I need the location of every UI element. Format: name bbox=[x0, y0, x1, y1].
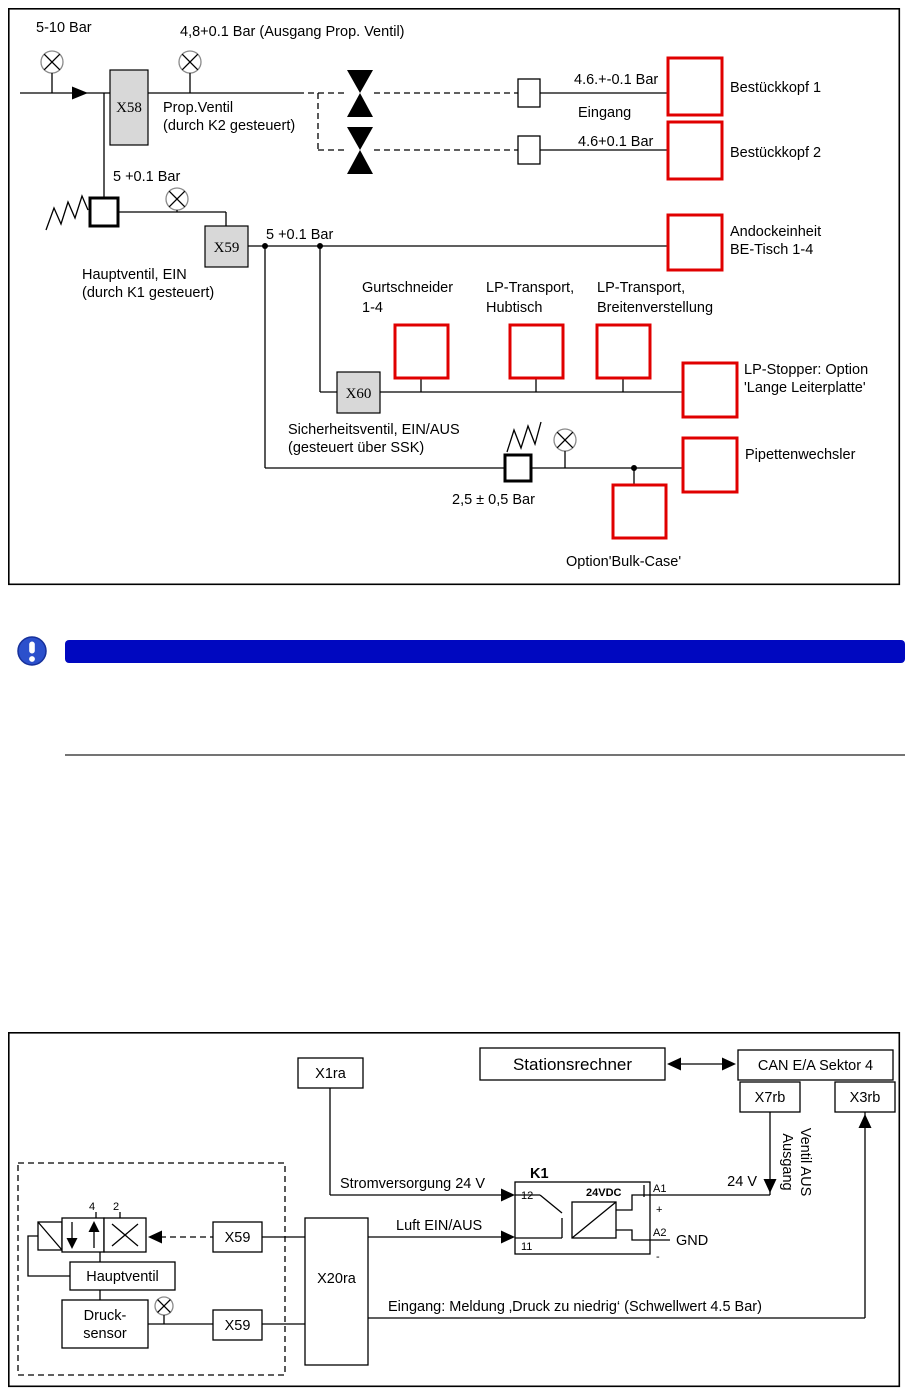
shutoff-valve-icon bbox=[347, 70, 373, 117]
valve-port4-label: 4 bbox=[89, 1201, 96, 1213]
pressure-gauge-icon bbox=[155, 1297, 173, 1324]
connector-x1ra-label: X1ra bbox=[315, 1066, 346, 1082]
bestueckkopf1-label: Bestückkopf 1 bbox=[730, 80, 822, 96]
junction-dot bbox=[262, 243, 268, 249]
valve-out-label-2: Ventil AUS bbox=[797, 1127, 813, 1197]
relay-voltage-label: 24VDC bbox=[586, 1187, 622, 1199]
arrow-right-icon bbox=[722, 1058, 736, 1071]
hauptventil-label: Hauptventil bbox=[86, 1269, 159, 1285]
valve-out-label-1: Ausgang bbox=[779, 1133, 795, 1191]
main-valve-label-2: (durch K1 gesteuert) bbox=[82, 285, 215, 301]
bulk-case-box bbox=[613, 485, 666, 538]
connector-x7rb-label: X7rb bbox=[754, 1090, 786, 1106]
connector-x20ra-label: X20ra bbox=[317, 1271, 356, 1287]
arrow-down-icon bbox=[764, 1179, 777, 1193]
24v-label: 24 V bbox=[727, 1174, 757, 1190]
andockeinheit-label-1: Andockeinheit bbox=[730, 224, 822, 240]
pipettenwechsler-label: Pipettenwechsler bbox=[745, 447, 856, 463]
safety-valve-icon bbox=[505, 422, 541, 481]
station-computer-label: Stationsrechner bbox=[512, 1055, 633, 1074]
pneumatic-diagram bbox=[9, 9, 900, 585]
andockeinheit-box bbox=[668, 215, 722, 270]
important-note-icon bbox=[18, 637, 46, 665]
arrow-right-icon bbox=[501, 1231, 515, 1244]
directional-valve-icon bbox=[38, 1201, 146, 1252]
lp-transport-hubtisch-box bbox=[510, 325, 563, 378]
connector-x20ra bbox=[305, 1218, 368, 1365]
relay-k1 bbox=[515, 1166, 666, 1263]
prop-output-pressure-label: 4,8+0.1 Bar (Ausgang Prop. Ventil) bbox=[180, 24, 405, 40]
arrow-up-icon bbox=[859, 1114, 872, 1128]
pressure-sensor-label-2: sensor bbox=[83, 1326, 127, 1342]
x59-pressure-label: 5 +0.1 Bar bbox=[266, 227, 334, 243]
relay-k1-label: K1 bbox=[530, 1166, 549, 1182]
can-io-label: CAN E/A Sektor 4 bbox=[757, 1058, 874, 1074]
lp-breiten-label-1: LP-Transport, bbox=[597, 280, 686, 296]
relay-minus-label: - bbox=[656, 1251, 660, 1263]
safety-pressure-label: 2,5 ± 0,5 Bar bbox=[452, 492, 535, 508]
lp-breiten-label-2: Breitenverstellung bbox=[597, 300, 714, 316]
lp-hubtisch-label-2: Hubtisch bbox=[486, 300, 543, 316]
main-valve-regulator-icon bbox=[46, 196, 118, 230]
pressure-sensor-label-1: Druck- bbox=[83, 1308, 127, 1324]
flow-arrow-icon bbox=[72, 87, 88, 100]
valve-port2-label: 2 bbox=[113, 1201, 120, 1213]
head1-input-label: Eingang bbox=[578, 105, 632, 121]
head1-pressure-label: 4.6.+-0.1 Bar bbox=[574, 72, 659, 88]
safety-valve-label-2: (gesteuert über SSK) bbox=[288, 440, 425, 456]
bestueckkopf2-box bbox=[668, 122, 722, 179]
head2-pressure-label: 4.6+0.1 Bar bbox=[578, 134, 654, 150]
prop-valve-label-2: (durch K2 gesteuert) bbox=[163, 118, 296, 134]
bestueckkopf2-label: Bestückkopf 2 bbox=[730, 145, 822, 161]
shutoff-valve-icon bbox=[347, 127, 373, 174]
notice-title-bar bbox=[65, 640, 905, 663]
pressure-gauge-icon bbox=[41, 51, 63, 93]
low-pressure-message-label: Eingang: Meldung ‚Druck zu niedrig‘ (Schwellwert 4.5 Bar) bbox=[388, 1299, 762, 1315]
lp-stopper-box bbox=[683, 363, 737, 417]
pressure-gauge-icon bbox=[554, 429, 576, 468]
gurtschneider-label-2: 1-4 bbox=[362, 300, 383, 316]
lp-hubtisch-label-1: LP-Transport, bbox=[486, 280, 575, 296]
relay-plus-label: + bbox=[656, 1204, 663, 1216]
relay-pin11-label: 11 bbox=[521, 1241, 533, 1253]
junction-dot bbox=[631, 465, 637, 471]
gnd-label: GND bbox=[676, 1233, 709, 1249]
connector-x58-label: X58 bbox=[116, 100, 142, 116]
pipettenwechsler-box bbox=[683, 438, 737, 492]
safety-valve-label-1: Sicherheitsventil, EIN/AUS bbox=[288, 422, 460, 438]
arrow-left-icon bbox=[148, 1231, 162, 1244]
relay-a2-label: A2 bbox=[653, 1227, 667, 1239]
junction-dot bbox=[317, 243, 323, 249]
main-valve-label-1: Hauptventil, EIN bbox=[82, 267, 187, 283]
arrow-right-icon bbox=[501, 1189, 515, 1202]
power-supply-label: Stromversorgung 24 V bbox=[340, 1176, 486, 1192]
bestueckkopf1-box bbox=[668, 58, 722, 115]
gurtschneider-label-1: Gurtschneider bbox=[362, 280, 454, 296]
electrical-diagram bbox=[9, 1033, 900, 1387]
arrow-left-icon bbox=[667, 1058, 681, 1071]
pressure-gauge-icon bbox=[166, 188, 188, 212]
pressure-gauge-icon bbox=[179, 51, 201, 93]
lp-stopper-label-2: 'Lange Leiterplatte' bbox=[744, 380, 866, 396]
notice-section bbox=[18, 637, 905, 755]
connector-x59-label: X59 bbox=[213, 240, 240, 256]
lp-stopper-label-1: LP-Stopper: Option bbox=[744, 362, 869, 378]
connector-x59-air-label: X59 bbox=[224, 1230, 251, 1246]
inlet-block bbox=[518, 136, 540, 164]
andockeinheit-label-2: BE-Tisch 1-4 bbox=[730, 242, 814, 258]
bulk-case-label: Option'Bulk-Case' bbox=[566, 554, 682, 570]
connector-x60-label: X60 bbox=[345, 386, 372, 402]
main-pressure-label: 5 +0.1 Bar bbox=[113, 169, 181, 185]
supply-pressure-label: 5-10 Bar bbox=[36, 20, 92, 36]
connector-x3rb-label: X3rb bbox=[849, 1090, 881, 1106]
relay-pin12-label: 12 bbox=[521, 1190, 534, 1202]
air-on-off-label: Luft EIN/AUS bbox=[396, 1218, 483, 1234]
connector-x59-sensor-label: X59 bbox=[224, 1318, 251, 1334]
inlet-block bbox=[518, 79, 540, 107]
prop-valve-label-1: Prop.Ventil bbox=[163, 100, 234, 116]
lp-transport-breiten-box bbox=[597, 325, 650, 378]
relay-a1-label: A1 bbox=[653, 1183, 667, 1195]
gurtschneider-box bbox=[395, 325, 448, 378]
